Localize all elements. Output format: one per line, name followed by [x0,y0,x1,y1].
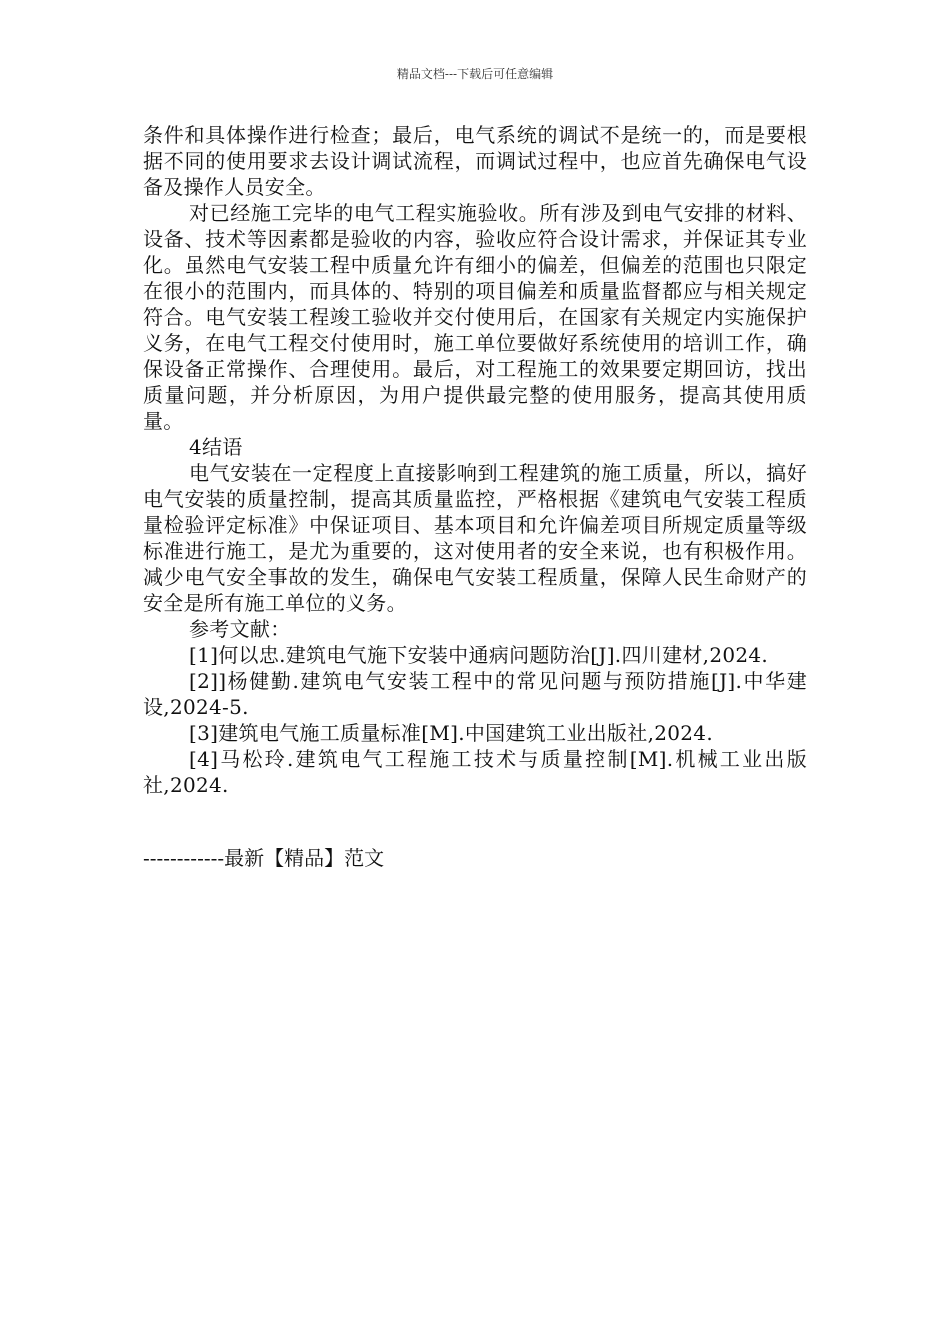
paragraph-continuation: 条件和具体操作进行检查；最后，电气系统的调试不是统一的，而是要根据不同的使用要求去设计调试流程，而调试过程中，也应首先确保电气设备及操作人员安全。 [143,123,807,199]
references-heading: 参考文献： [189,617,291,641]
reference-item-3: [3]建筑电气施工质量标准[M].中国建筑工业出版社,2024. [189,721,713,745]
paragraph-conclusion: 电气安装在一定程度上直接影响到工程建筑的施工质量，所以，搞好电气安装的质量控制，提高其质量监控，严格根据《建筑电气安装工程质量检验评定标准》中保证项目、基本项目和允许偏差项目所规定质量等级标准进行施工，是尤为重要的，这对使用者的安全来说，也有积极作用。减少电气安全事故的发生，确保电气安装工程质量，保障人民生命财产的安全是所有施工单位的义务。 [143,461,807,615]
paragraph-acceptance: 对已经施工完毕的电气工程实施验收。所有涉及到电气安排的材料、设备、技术等因素都是验收的内容，验收应符合设计需求，并保证其专业化。虽然电气安装工程中质量允许有细小的偏差，但偏差的范围也只限定在很小的范围内，而具体的、特别的项目偏差和质量监督都应与相关规定符合。电气安装工程竣工验收并交付使用后，在国家有关规定内实施保护义务，在电气工程交付使用时，施工单位要做好系统使用的培训工作，确保设备正常操作、合理使用。最后，对工程施工的效果要定期回访，找出质量问题，并分析原因，为用户提供最完整的使用服务，提高其使用质量。 [143,201,807,433]
document-body [143,122,807,798]
section-heading-conclusion: 4结语 [189,435,243,459]
reference-item-1: [1]何以忠.建筑电气施下安装中通病问题防治[J].四川建材,2024. [189,643,769,667]
reference-item-4: [4]马松玲.建筑电气工程施工技术与质量控制[M].机械工业出版社,2024. [143,747,807,797]
footer-tagline: ------------最新【精品】范文 [143,846,385,870]
page-header: 精品文档---下载后可任意编辑 [396,67,554,81]
reference-item-2: [2]]杨健勤.建筑电气安装工程中的常见问题与预防措施[J].中华建设,2024-5. [143,669,807,719]
